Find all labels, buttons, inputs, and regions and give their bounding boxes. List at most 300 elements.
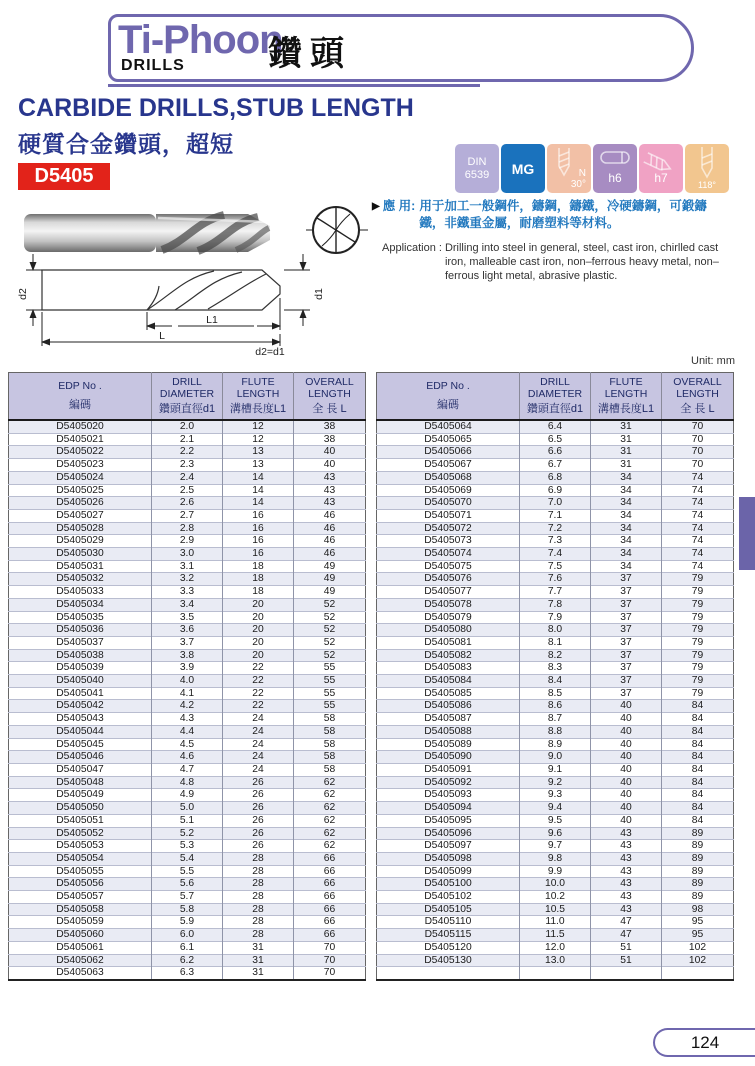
edp-no-cell: D5405054	[9, 852, 152, 865]
value-cell: 74	[662, 522, 734, 535]
value-cell: 89	[662, 852, 734, 865]
table-row	[9, 611, 366, 624]
value-cell: 74	[662, 484, 734, 497]
table-row	[9, 700, 366, 713]
value-cell: 40	[591, 751, 662, 764]
value-cell: 31	[223, 967, 294, 980]
table-row	[377, 662, 734, 675]
application-cjk	[372, 198, 752, 232]
edp-no-cell: D5405021	[9, 433, 152, 446]
value-cell: 58	[294, 713, 366, 726]
value-cell: 20	[223, 636, 294, 649]
value-cell: 47	[591, 916, 662, 929]
edp-no-cell: D5405082	[377, 649, 520, 662]
empty-cell	[520, 967, 591, 981]
value-cell: 7.5	[520, 560, 591, 573]
badge-118	[685, 144, 729, 193]
table-row	[9, 738, 366, 751]
value-cell: 40	[294, 446, 366, 459]
value-cell: 37	[591, 611, 662, 624]
table-row	[9, 725, 366, 738]
table-row	[377, 573, 734, 586]
edp-no-cell: D5405047	[9, 763, 152, 776]
edp-no-cell: D5405067	[377, 459, 520, 472]
value-cell: 52	[294, 611, 366, 624]
edp-no-cell: D5405031	[9, 560, 152, 573]
table-row	[9, 586, 366, 599]
value-cell: 79	[662, 649, 734, 662]
table-row	[9, 903, 366, 916]
value-cell: 3.6	[152, 624, 223, 637]
value-cell: 3.8	[152, 649, 223, 662]
value-cell: 5.5	[152, 865, 223, 878]
drill-line-drawing	[42, 270, 280, 310]
empty-row	[377, 967, 734, 981]
table-row	[9, 522, 366, 535]
value-cell: 22	[223, 662, 294, 675]
badge-n-30	[547, 144, 591, 193]
table-row	[9, 598, 366, 611]
value-cell: 62	[294, 789, 366, 802]
edp-no-cell: D5405027	[9, 509, 152, 522]
table-row	[9, 446, 366, 459]
value-cell: 43	[591, 903, 662, 916]
edp-no-cell: D5405080	[377, 624, 520, 637]
value-cell: 8.0	[520, 624, 591, 637]
table-row	[9, 852, 366, 865]
value-cell: 20	[223, 624, 294, 637]
table-row	[377, 827, 734, 840]
value-cell: 89	[662, 878, 734, 891]
table-row	[9, 560, 366, 573]
value-cell: 3.7	[152, 636, 223, 649]
table-row	[377, 954, 734, 967]
edp-no-cell: D5405053	[9, 840, 152, 853]
value-cell: 20	[223, 649, 294, 662]
value-cell: 26	[223, 827, 294, 840]
svg-text:d1: d1	[313, 288, 325, 300]
value-cell: 74	[662, 509, 734, 522]
edp-no-cell: D5405020	[56, 421, 104, 432]
value-cell: 58	[294, 751, 366, 764]
value-cell: 7.9	[520, 611, 591, 624]
column-header-en: EDP No .	[426, 380, 470, 393]
value-cell: 95	[662, 916, 734, 929]
value-cell: 5.8	[152, 903, 223, 916]
table-row	[377, 789, 734, 802]
value-cell: 26	[223, 789, 294, 802]
value-cell: 5.7	[152, 891, 223, 904]
edp-no-cell: D5405115	[377, 929, 520, 942]
value-cell: 3.4	[152, 598, 223, 611]
value-cell: 40	[591, 776, 662, 789]
value-cell: 34	[591, 484, 662, 497]
column-header-en: OVERALL LENGTH	[673, 376, 722, 400]
table-row	[377, 471, 734, 484]
brand-name: Ti-Phoon	[118, 18, 283, 62]
value-cell: 34	[591, 522, 662, 535]
edp-no-cell: D5405029	[9, 535, 152, 548]
table-row	[9, 840, 366, 853]
column-header	[9, 373, 152, 421]
value-cell: 8.1	[520, 636, 591, 649]
table-row	[9, 484, 366, 497]
value-cell: 26	[223, 802, 294, 815]
table-row	[9, 827, 366, 840]
value-cell: 79	[662, 636, 734, 649]
value-cell: 9.4	[520, 802, 591, 815]
column-header-cjk: 溝槽長度L1	[229, 402, 287, 415]
value-cell: 66	[294, 891, 366, 904]
value-cell: 3.0	[152, 548, 223, 561]
edp-no-cell: D5405075	[377, 560, 520, 573]
value-cell: 40	[591, 802, 662, 815]
value-cell: 79	[662, 675, 734, 688]
value-cell: 46	[294, 522, 366, 535]
value-cell: 5.1	[152, 814, 223, 827]
edp-no-cell: D5405130	[377, 954, 520, 967]
edp-no-cell: D5405057	[9, 891, 152, 904]
drill-photo	[24, 214, 270, 252]
badge-label: h7	[654, 171, 668, 185]
edp-no-cell: D5405058	[9, 903, 152, 916]
value-cell: 2.7	[152, 509, 223, 522]
table-row	[9, 878, 366, 891]
value-cell: 70	[662, 420, 734, 433]
table-row	[9, 814, 366, 827]
edp-no-cell: D5405077	[377, 586, 520, 599]
value-cell: 7.4	[520, 548, 591, 561]
value-cell: 7.2	[520, 522, 591, 535]
badge-label: MG	[511, 160, 535, 177]
edp-no-cell: D5405100	[377, 878, 520, 891]
table-row	[9, 941, 366, 954]
value-cell: 37	[591, 636, 662, 649]
table-row	[377, 751, 734, 764]
value-cell: 70	[294, 967, 366, 980]
value-cell: 31	[591, 446, 662, 459]
column-header-cjk: 全 長 L	[312, 402, 347, 415]
value-cell: 11.0	[520, 916, 591, 929]
value-cell: 102	[662, 954, 734, 967]
edp-no-cell: D5405099	[377, 865, 520, 878]
value-cell: 2.8	[152, 522, 223, 535]
banner-underline	[108, 84, 480, 87]
value-cell: 7.8	[520, 598, 591, 611]
value-cell: 89	[662, 865, 734, 878]
value-cell: 74	[662, 497, 734, 510]
badge-din-6539	[455, 144, 499, 193]
edp-no-cell: D5405065	[377, 433, 520, 446]
value-cell: 43	[591, 852, 662, 865]
edp-no-cell: D5405086	[377, 700, 520, 713]
value-cell: 40	[591, 814, 662, 827]
value-cell: 9.6	[520, 827, 591, 840]
value-cell: 43	[591, 827, 662, 840]
column-header	[591, 373, 662, 421]
edp-no-cell: D5405078	[377, 598, 520, 611]
value-cell: 16	[223, 548, 294, 561]
value-cell: 37	[591, 687, 662, 700]
value-cell: 24	[223, 751, 294, 764]
value-cell: 49	[294, 586, 366, 599]
value-cell: 84	[662, 738, 734, 751]
value-cell: 46	[294, 535, 366, 548]
edp-no-cell: D5405026	[9, 497, 152, 510]
value-cell: 3.9	[152, 662, 223, 675]
edp-no-cell: D5405024	[9, 471, 152, 484]
edp-no-cell: D5405087	[377, 713, 520, 726]
edp-no-cell: D5405093	[377, 789, 520, 802]
value-cell: 51	[591, 941, 662, 954]
value-cell: 55	[294, 662, 366, 675]
application-en-text: Drilling into steel in general, steel, cast iron, chirlled cast iron, malleable cast iron, non–ferrous heavy metal, non–ferrous light metal, abrasive plastic.	[444, 242, 719, 282]
value-cell: 12	[223, 433, 294, 446]
value-cell: 34	[591, 497, 662, 510]
value-cell: 70	[294, 941, 366, 954]
table-row	[377, 865, 734, 878]
value-cell: 34	[591, 509, 662, 522]
value-cell: 26	[223, 814, 294, 827]
value-cell: 14	[223, 484, 294, 497]
value-cell: 28	[223, 929, 294, 942]
value-cell: 2.1	[152, 433, 223, 446]
table-row	[9, 789, 366, 802]
value-cell: 84	[662, 725, 734, 738]
value-cell: 66	[294, 929, 366, 942]
table-row	[9, 636, 366, 649]
edp-no-cell: D5405033	[9, 586, 152, 599]
value-cell: 66	[294, 916, 366, 929]
value-cell: 9.1	[520, 763, 591, 776]
value-cell: 9.3	[520, 789, 591, 802]
table-row	[9, 433, 366, 446]
value-cell: 6.2	[152, 954, 223, 967]
edp-no-cell: D5405089	[377, 738, 520, 751]
value-cell: 4.9	[152, 789, 223, 802]
edp-no-cell: D5405055	[9, 865, 152, 878]
value-cell: 2.4	[152, 471, 223, 484]
brand-subtitle: DRILLS	[121, 57, 185, 74]
edp-no-cell: D5405074	[377, 548, 520, 561]
edp-no-cell: D5405071	[377, 509, 520, 522]
application-cjk-label: 應 用:	[382, 199, 416, 213]
edp-no-cell: D5405050	[9, 802, 152, 815]
value-cell: 84	[662, 700, 734, 713]
edp-no-cell: D5405072	[377, 522, 520, 535]
table-row	[9, 662, 366, 675]
edp-no-cell: D5405102	[377, 891, 520, 904]
value-cell: 52	[294, 636, 366, 649]
value-cell: 4.1	[152, 687, 223, 700]
edp-no-cell: D5405120	[377, 941, 520, 954]
value-cell: 4.2	[152, 700, 223, 713]
value-cell: 8.5	[520, 687, 591, 700]
column-header	[377, 373, 520, 421]
table-row	[377, 624, 734, 637]
value-cell: 22	[223, 675, 294, 688]
badge-h6	[593, 144, 637, 193]
value-cell: 24	[223, 725, 294, 738]
spec-table-left	[8, 372, 366, 981]
value-cell: 24	[223, 763, 294, 776]
value-cell: 37	[591, 649, 662, 662]
table-row	[9, 497, 366, 510]
value-cell: 40	[591, 763, 662, 776]
value-cell: 20	[223, 611, 294, 624]
value-cell: 9.0	[520, 751, 591, 764]
table-row	[377, 497, 734, 510]
edp-no-cell: D5405022	[9, 446, 152, 459]
value-cell: 62	[294, 802, 366, 815]
table-row	[9, 891, 366, 904]
edp-no-cell: D5405062	[9, 954, 152, 967]
value-cell: 79	[662, 573, 734, 586]
table-row	[9, 929, 366, 942]
value-cell: 34	[591, 535, 662, 548]
value-cell: 79	[662, 611, 734, 624]
value-cell: 16	[223, 522, 294, 535]
table-row	[9, 916, 366, 929]
value-cell: 22	[223, 687, 294, 700]
value-cell: 8.7	[520, 713, 591, 726]
value-cell: 70	[294, 954, 366, 967]
edp-no-cell: D5405076	[377, 573, 520, 586]
table-row	[377, 738, 734, 751]
application-en-label: Application :	[382, 242, 442, 254]
value-cell: 6.9	[520, 484, 591, 497]
value-cell: 2.9	[152, 535, 223, 548]
table-row	[377, 713, 734, 726]
column-header-en: FLUTE LENGTH	[236, 376, 280, 400]
table-row	[377, 878, 734, 891]
value-cell: 43	[294, 497, 366, 510]
badge-label: h6	[608, 171, 622, 185]
edp-no-cell: D5405049	[9, 789, 152, 802]
value-cell: 24	[223, 713, 294, 726]
column-header-cjk: 編碼	[437, 398, 459, 411]
value-cell: 2.6	[152, 497, 223, 510]
value-cell: 79	[662, 586, 734, 599]
value-cell: 8.4	[520, 675, 591, 688]
edp-no-cell: D5405070	[377, 497, 520, 510]
value-cell: 10.5	[520, 903, 591, 916]
table-row	[377, 649, 734, 662]
edp-no-cell: D5405092	[377, 776, 520, 789]
value-cell: 46	[294, 509, 366, 522]
value-cell: 2.3	[152, 459, 223, 472]
value-cell: 47	[591, 929, 662, 942]
value-cell: 31	[223, 954, 294, 967]
column-header-cjk: 鑽頭直徑d1	[526, 402, 584, 415]
value-cell: 31	[591, 459, 662, 472]
table-row	[377, 891, 734, 904]
application-en	[372, 241, 752, 283]
edp-no-cell: D5405098	[377, 852, 520, 865]
value-cell: 49	[294, 573, 366, 586]
table-row	[377, 675, 734, 688]
value-cell: 12	[223, 420, 294, 433]
value-cell: 74	[662, 548, 734, 561]
table-row	[377, 446, 734, 459]
value-cell: 22	[223, 700, 294, 713]
edp-no-cell: D5405051	[9, 814, 152, 827]
column-header-en: EDP No .	[58, 380, 102, 393]
edp-no-cell: D5405066	[377, 446, 520, 459]
value-cell: 74	[662, 560, 734, 573]
value-cell: 7.3	[520, 535, 591, 548]
edp-no-cell: D5405043	[9, 713, 152, 726]
point-icon	[698, 147, 716, 184]
edp-no-cell: D5405096	[377, 827, 520, 840]
value-cell: 40	[591, 713, 662, 726]
value-cell: 8.9	[520, 738, 591, 751]
value-cell: 74	[662, 471, 734, 484]
svg-text:L: L	[159, 330, 165, 342]
brand-name-cjk: 鑽頭	[268, 35, 352, 73]
column-header	[662, 373, 734, 421]
value-cell: 9.2	[520, 776, 591, 789]
drill-illustration	[12, 198, 370, 358]
table-row	[377, 484, 734, 497]
value-cell: 74	[662, 535, 734, 548]
shank-icon	[599, 150, 631, 170]
value-cell: 9.5	[520, 814, 591, 827]
value-cell: 38	[294, 420, 366, 433]
edp-no-cell: D5405025	[9, 484, 152, 497]
application-block	[372, 198, 752, 283]
table-row	[377, 840, 734, 853]
value-cell: 84	[662, 751, 734, 764]
value-cell: 6.4	[520, 420, 591, 433]
value-cell: 37	[591, 598, 662, 611]
value-cell: 2.0	[152, 420, 223, 433]
value-cell: 5.0	[152, 802, 223, 815]
edp-no-cell: D5405056	[9, 878, 152, 891]
table-row	[9, 624, 366, 637]
column-header-cjk: 溝槽長度L1	[597, 402, 655, 415]
value-cell: 6.1	[152, 941, 223, 954]
value-cell: 31	[223, 941, 294, 954]
value-cell: 89	[662, 827, 734, 840]
edp-no-cell: D5405028	[9, 522, 152, 535]
value-cell: 40	[294, 459, 366, 472]
table-row	[377, 700, 734, 713]
edp-no-cell: D5405052	[9, 827, 152, 840]
value-cell: 37	[591, 675, 662, 688]
edp-no-cell: D5405032	[9, 573, 152, 586]
value-cell: 2.2	[152, 446, 223, 459]
edp-no-cell: D5405040	[9, 675, 152, 688]
value-cell: 55	[294, 687, 366, 700]
value-cell: 26	[223, 840, 294, 853]
value-cell: 3.2	[152, 573, 223, 586]
value-cell: 43	[591, 891, 662, 904]
value-cell: 7.0	[520, 497, 591, 510]
edp-no-cell: D5405081	[377, 636, 520, 649]
value-cell: 28	[223, 878, 294, 891]
value-cell: 43	[591, 865, 662, 878]
spec-table-right	[376, 372, 734, 981]
value-cell: 55	[294, 700, 366, 713]
edp-no-cell: D5405034	[9, 598, 152, 611]
badge-mg	[501, 144, 545, 193]
column-header	[223, 373, 294, 421]
table-row	[377, 687, 734, 700]
edp-no-cell: D5405110	[377, 916, 520, 929]
value-cell: 18	[223, 573, 294, 586]
edp-no-cell: D5405095	[377, 814, 520, 827]
